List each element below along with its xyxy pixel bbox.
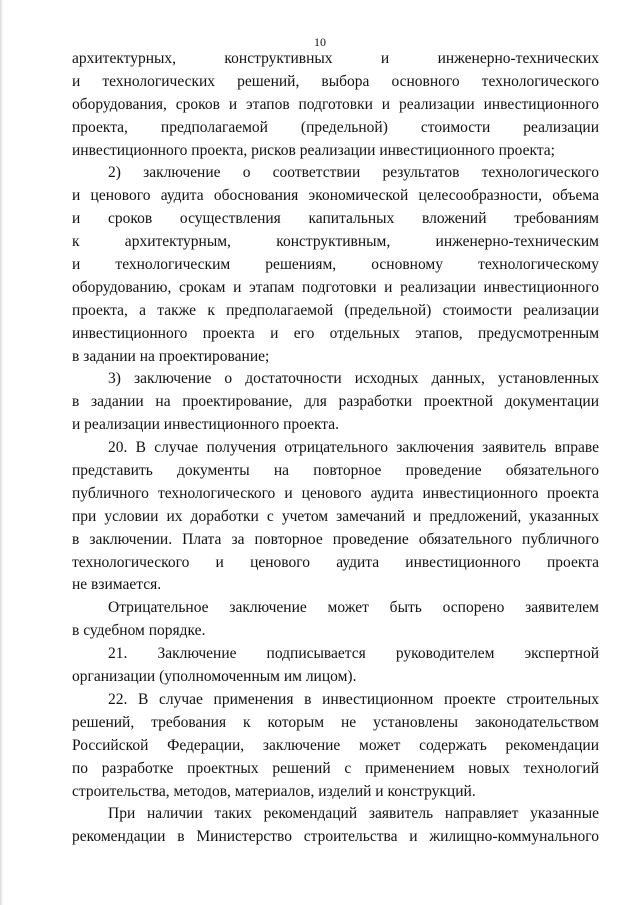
text-line: 21. Заключение подписывается руководителем экспертной [108, 645, 599, 663]
document-body [72, 48, 599, 849]
text-line: оборудования, сроков и этапов подготовки и реализации инвестиционного [72, 95, 599, 113]
text-line: в задании на проектирование; [72, 347, 270, 365]
text-line: и ценового аудита обоснования экономической целесообразности, объема [72, 187, 599, 205]
page-number: 10 [314, 35, 326, 49]
paragraph [72, 368, 599, 437]
text-line: 22. В случае применения в инвестиционном проекте строительных [108, 690, 599, 708]
text-line: строительства, методов, материалов, изделий и конструкций. [72, 782, 476, 800]
text-line: и реализации инвестиционного проекта. [72, 416, 340, 434]
text-line: в заключении. Плата за повторное проведение обязательного публичного [72, 530, 599, 548]
text-line: по разработке проектных решений с применением новых технологий [72, 759, 599, 777]
text-line: рекомендации в Министерство строительства и жилищно-коммунального [72, 828, 599, 846]
paragraph [72, 803, 599, 849]
paragraph [72, 48, 599, 162]
text-line: Российской Федерации, заключение может содержать рекомендации [72, 736, 599, 754]
text-line: 3) заключение о достаточности исходных данных, установленных [108, 370, 599, 388]
text-line: инвестиционного проекта и его отдельных этапов, предусмотренным [72, 324, 599, 342]
text-line: проекта, а также к предполагаемой (предельной) стоимости реализации [72, 301, 599, 319]
text-line: и технологических решений, выбора основного технологического [72, 72, 599, 90]
text-line: публичного технологического и ценового аудита инвестиционного проекта [72, 484, 599, 502]
paragraph [72, 689, 599, 803]
paragraph [72, 162, 599, 368]
scan-edge-shadow [0, 0, 3, 905]
text-line: оборудованию, срокам и этапам подготовки и реализации инвестиционного [72, 278, 599, 296]
text-line: 2) заключение о соответствии результатов технологического [108, 164, 599, 182]
text-line: не взимается. [72, 576, 162, 594]
paragraph [72, 597, 599, 643]
text-line: при условии их доработки с учетом замечаний и предложений, указанных [72, 507, 599, 525]
text-line: и технологическим решениям, основному технологическому [72, 256, 599, 274]
text-line: проекта, предполагаемой (предельной) стоимости реализации [72, 118, 599, 136]
text-line: организации (уполномоченным им лицом). [72, 668, 357, 686]
text-line: Отрицательное заключение может быть оспорено заявителем [108, 599, 599, 617]
text-line: 20. В случае получения отрицательного заключения заявитель вправе [108, 439, 599, 457]
text-line: и сроков осуществления капитальных вложений требованиям [72, 210, 599, 228]
text-line: технологического и ценового аудита инвестиционного проекта [72, 553, 599, 571]
paragraph [72, 643, 599, 689]
text-line: к архитектурным, конструктивным, инженерно-техническим [72, 233, 599, 251]
text-line: инвестиционного проекта, рисков реализации инвестиционного проекта; [72, 141, 555, 159]
text-line: в задании на проектирование, для разработки проектной документации [72, 393, 599, 411]
text-line: решений, требования к которым не установлены законодательством [72, 713, 599, 731]
paragraph [72, 437, 599, 597]
text-line: архитектурных, конструктивных и инженерно-технических [72, 50, 599, 67]
text-line: представить документы на повторное проведение обязательного [72, 462, 599, 480]
text-line: в судебном порядке. [72, 622, 206, 640]
text-line: При наличии таких рекомендаций заявитель направляет указанные [108, 805, 599, 823]
